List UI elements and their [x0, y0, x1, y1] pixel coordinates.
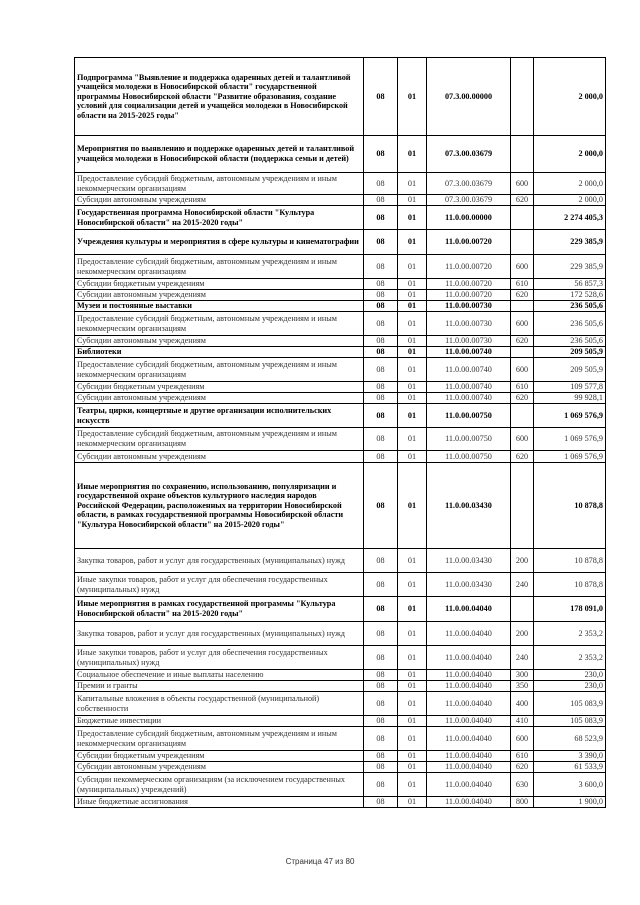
target-article-cell: 11.0.00.03430	[427, 463, 511, 549]
subsection-code-cell: 01	[398, 762, 427, 773]
section-code-cell: 08	[364, 404, 398, 428]
amount-cell: 10 878,8	[534, 549, 606, 573]
row-name-cell: Предоставление субсидий бюджетным, автономным учреждениям и иным некоммерческим организациям	[75, 428, 364, 451]
amount-cell: 1 069 576,9	[534, 428, 606, 451]
table-row	[75, 290, 606, 301]
expense-type-cell	[511, 230, 534, 255]
amount-cell: 2 000,0	[534, 136, 606, 173]
expense-type-cell: 600	[511, 173, 534, 195]
table-body	[75, 58, 606, 808]
row-name-cell: Бюджетные инвестиции	[75, 716, 364, 727]
subsection-code-cell: 01	[398, 347, 427, 358]
table-row	[75, 230, 606, 255]
expense-type-cell	[511, 463, 534, 549]
amount-cell: 230,0	[534, 670, 606, 681]
target-article-cell: 11.0.00.04040	[427, 646, 511, 670]
target-article-cell: 11.0.00.04040	[427, 692, 511, 716]
table-row	[75, 393, 606, 404]
section-code-cell: 08	[364, 597, 398, 622]
subsection-code-cell: 01	[398, 279, 427, 290]
table-row	[75, 751, 606, 762]
target-article-cell: 11.0.00.04040	[427, 797, 511, 808]
table-row	[75, 451, 606, 463]
amount-cell: 172 528,6	[534, 290, 606, 301]
target-article-cell: 11.0.00.04040	[427, 727, 511, 751]
target-article-cell: 11.0.00.00720	[427, 230, 511, 255]
row-name-cell: Библиотеки	[75, 347, 364, 358]
amount-cell: 1 069 576,9	[534, 404, 606, 428]
subsection-code-cell: 01	[398, 797, 427, 808]
section-code-cell: 08	[364, 681, 398, 692]
expense-type-cell: 610	[511, 382, 534, 393]
expense-type-cell: 620	[511, 195, 534, 206]
amount-cell: 109 577,8	[534, 382, 606, 393]
target-article-cell: 11.0.00.00750	[427, 428, 511, 451]
row-name-cell: Иные закупки товаров, работ и услуг для обеспечения государственных (муниципальных) нужд	[75, 646, 364, 670]
row-name-cell: Иные закупки товаров, работ и услуг для обеспечения государственных (муниципальных) нужд	[75, 573, 364, 597]
table-row	[75, 463, 606, 549]
row-name-cell: Предоставление субсидий бюджетным, автономным учреждениям и иным некоммерческим организациям	[75, 358, 364, 382]
subsection-code-cell: 01	[398, 382, 427, 393]
expense-type-cell: 610	[511, 279, 534, 290]
row-name-cell: Учреждения культуры и мероприятия в сфере культуры и кинематографии	[75, 230, 364, 255]
row-name-cell: Предоставление субсидий бюджетным, автономным учреждениям и иным некоммерческим организациям	[75, 173, 364, 195]
amount-cell: 105 083,9	[534, 716, 606, 727]
subsection-code-cell: 01	[398, 727, 427, 751]
subsection-code-cell: 01	[398, 255, 427, 279]
table-row	[75, 727, 606, 751]
amount-cell: 105 083,9	[534, 692, 606, 716]
expense-type-cell: 620	[511, 451, 534, 463]
subsection-code-cell: 01	[398, 136, 427, 173]
section-code-cell: 08	[364, 622, 398, 646]
target-article-cell: 11.0.00.04040	[427, 597, 511, 622]
amount-cell: 229 385,9	[534, 230, 606, 255]
table-row	[75, 797, 606, 808]
expense-type-cell	[511, 136, 534, 173]
section-code-cell: 08	[364, 312, 398, 336]
amount-cell: 2 274 405,3	[534, 206, 606, 230]
expense-type-cell: 600	[511, 428, 534, 451]
section-code-cell: 08	[364, 751, 398, 762]
budget-table	[74, 57, 606, 808]
target-article-cell: 11.0.00.04040	[427, 716, 511, 727]
subsection-code-cell: 01	[398, 230, 427, 255]
amount-cell: 209 505,9	[534, 347, 606, 358]
target-article-cell: 11.0.00.00720	[427, 290, 511, 301]
expense-type-cell: 600	[511, 358, 534, 382]
subsection-code-cell: 01	[398, 358, 427, 382]
subsection-code-cell: 01	[398, 716, 427, 727]
target-article-cell: 11.0.00.00740	[427, 347, 511, 358]
subsection-code-cell: 01	[398, 404, 427, 428]
table-row	[75, 255, 606, 279]
target-article-cell: 11.0.00.00730	[427, 312, 511, 336]
row-name-cell: Субсидии автономным учреждениям	[75, 290, 364, 301]
expense-type-cell: 800	[511, 797, 534, 808]
section-code-cell: 08	[364, 773, 398, 797]
table-row	[75, 597, 606, 622]
expense-type-cell: 630	[511, 773, 534, 797]
amount-cell: 3 600,0	[534, 773, 606, 797]
section-code-cell: 08	[364, 255, 398, 279]
table-row	[75, 358, 606, 382]
table-row	[75, 670, 606, 681]
target-article-cell: 11.0.00.00750	[427, 404, 511, 428]
section-code-cell: 08	[364, 382, 398, 393]
subsection-code-cell: 01	[398, 573, 427, 597]
section-code-cell: 08	[364, 797, 398, 808]
table-row	[75, 692, 606, 716]
amount-cell: 56 857,3	[534, 279, 606, 290]
row-name-cell: Субсидии некоммерческим организациям (за исключением государственных (муниципальных) учреждений)	[75, 773, 364, 797]
amount-cell: 236 505,6	[534, 312, 606, 336]
subsection-code-cell: 01	[398, 173, 427, 195]
subsection-code-cell: 01	[398, 312, 427, 336]
section-code-cell: 08	[364, 136, 398, 173]
row-name-cell: Субсидии автономным учреждениям	[75, 762, 364, 773]
row-name-cell: Предоставление субсидий бюджетным, автономным учреждениям и иным некоммерческим организациям	[75, 255, 364, 279]
section-code-cell: 08	[364, 58, 398, 136]
target-article-cell: 11.0.00.00740	[427, 382, 511, 393]
table-row	[75, 136, 606, 173]
row-name-cell: Иные мероприятия в рамках государственной программы "Культура Новосибирской области" на 2015-2020 годы"	[75, 597, 364, 622]
target-article-cell: 07.3.00.03679	[427, 173, 511, 195]
table-row	[75, 195, 606, 206]
section-code-cell: 08	[364, 290, 398, 301]
target-article-cell: 11.0.00.04040	[427, 773, 511, 797]
amount-cell: 2 000,0	[534, 173, 606, 195]
expense-type-cell: 620	[511, 762, 534, 773]
amount-cell: 10 878,8	[534, 573, 606, 597]
expense-type-cell	[511, 301, 534, 312]
amount-cell: 2 000,0	[534, 195, 606, 206]
table-row	[75, 206, 606, 230]
expense-type-cell: 600	[511, 312, 534, 336]
table-row	[75, 312, 606, 336]
section-code-cell: 08	[364, 347, 398, 358]
amount-cell: 229 385,9	[534, 255, 606, 279]
row-name-cell: Социальное обеспечение и иные выплаты населению	[75, 670, 364, 681]
subsection-code-cell: 01	[398, 301, 427, 312]
subsection-code-cell: 01	[398, 773, 427, 797]
expense-type-cell	[511, 206, 534, 230]
subsection-code-cell: 01	[398, 290, 427, 301]
expense-type-cell: 620	[511, 290, 534, 301]
section-code-cell: 08	[364, 428, 398, 451]
target-article-cell: 07.3.00.03679	[427, 195, 511, 206]
row-name-cell: Подпрограмма "Выявление и поддержка одаренных детей и талантливой учащейся молодежи в Новосибирской области" государственной программы Новосибирской области "Развитие образования, создание условий для социализации детей и учащейся молодежи в Новосибирской области на 2015-2025 годы"	[75, 58, 364, 136]
amount-cell: 230,0	[534, 681, 606, 692]
expense-type-cell: 240	[511, 573, 534, 597]
expense-type-cell: 620	[511, 336, 534, 347]
row-name-cell: Капитальные вложения в объекты государственной (муниципальной) собственности	[75, 692, 364, 716]
expense-type-cell: 200	[511, 622, 534, 646]
subsection-code-cell: 01	[398, 428, 427, 451]
section-code-cell: 08	[364, 195, 398, 206]
amount-cell: 99 928,1	[534, 393, 606, 404]
table-row	[75, 549, 606, 573]
expense-type-cell	[511, 404, 534, 428]
expense-type-cell	[511, 347, 534, 358]
table-row	[75, 773, 606, 797]
target-article-cell: 11.0.00.03430	[427, 549, 511, 573]
amount-cell: 2 000,0	[534, 58, 606, 136]
subsection-code-cell: 01	[398, 670, 427, 681]
section-code-cell: 08	[364, 549, 398, 573]
table-row	[75, 279, 606, 290]
section-code-cell: 08	[364, 301, 398, 312]
section-code-cell: 08	[364, 336, 398, 347]
table-row	[75, 716, 606, 727]
table-row	[75, 646, 606, 670]
target-article-cell: 11.0.00.04040	[427, 622, 511, 646]
table-row	[75, 173, 606, 195]
section-code-cell: 08	[364, 173, 398, 195]
table-row	[75, 573, 606, 597]
section-code-cell: 08	[364, 463, 398, 549]
amount-cell: 1 069 576,9	[534, 451, 606, 463]
row-name-cell: Иные мероприятия по сохранению, использованию, популяризации и государственной охране объектов культурного наследия народов Российской Федерации, расположенных на территории Новосибирской области, в рамках государственной программы Новосибирской области "Культура Новосибирской области" на 2015-2020 годы"	[75, 463, 364, 549]
row-name-cell: Субсидии бюджетным учреждениям	[75, 382, 364, 393]
subsection-code-cell: 01	[398, 463, 427, 549]
expense-type-cell: 600	[511, 255, 534, 279]
row-name-cell: Закупка товаров, работ и услуг для государственных (муниципальных) нужд	[75, 622, 364, 646]
expense-type-cell: 240	[511, 646, 534, 670]
amount-cell: 209 505,9	[534, 358, 606, 382]
row-name-cell: Музеи и постоянные выставки	[75, 301, 364, 312]
target-article-cell: 11.0.00.00740	[427, 358, 511, 382]
target-article-cell: 11.0.00.00720	[427, 255, 511, 279]
page-footer: Страница 47 из 80	[285, 857, 355, 866]
expense-type-cell: 300	[511, 670, 534, 681]
target-article-cell: 11.0.00.00730	[427, 336, 511, 347]
section-code-cell: 08	[364, 230, 398, 255]
subsection-code-cell: 01	[398, 195, 427, 206]
section-code-cell: 08	[364, 358, 398, 382]
section-code-cell: 08	[364, 451, 398, 463]
target-article-cell: 11.0.00.00740	[427, 393, 511, 404]
row-name-cell: Иные бюджетные ассигнования	[75, 797, 364, 808]
row-name-cell: Субсидии автономным учреждениям	[75, 451, 364, 463]
subsection-code-cell: 01	[398, 681, 427, 692]
expense-type-cell	[511, 58, 534, 136]
section-code-cell: 08	[364, 692, 398, 716]
row-name-cell: Субсидии бюджетным учреждениям	[75, 751, 364, 762]
expense-type-cell: 200	[511, 549, 534, 573]
amount-cell: 61 533,9	[534, 762, 606, 773]
target-article-cell: 11.0.00.00000	[427, 206, 511, 230]
row-name-cell: Премии и гранты	[75, 681, 364, 692]
table-row	[75, 762, 606, 773]
row-name-cell: Предоставление субсидий бюджетным, автономным учреждениям и иным некоммерческим организациям	[75, 312, 364, 336]
subsection-code-cell: 01	[398, 549, 427, 573]
amount-cell: 68 523,9	[534, 727, 606, 751]
section-code-cell: 08	[364, 206, 398, 230]
target-article-cell: 11.0.00.00720	[427, 279, 511, 290]
row-name-cell: Субсидии автономным учреждениям	[75, 195, 364, 206]
table-row	[75, 428, 606, 451]
section-code-cell: 08	[364, 762, 398, 773]
target-article-cell: 07.3.00.00000	[427, 58, 511, 136]
target-article-cell: 11.0.00.04040	[427, 762, 511, 773]
row-name-cell: Предоставление субсидий бюджетным, автономным учреждениям и иным некоммерческим организациям	[75, 727, 364, 751]
subsection-code-cell: 01	[398, 597, 427, 622]
amount-cell: 3 390,0	[534, 751, 606, 762]
table-row	[75, 404, 606, 428]
expense-type-cell: 400	[511, 692, 534, 716]
expense-type-cell	[511, 597, 534, 622]
amount-cell: 236 505,6	[534, 336, 606, 347]
expense-type-cell: 620	[511, 393, 534, 404]
target-article-cell: 07.3.00.03679	[427, 136, 511, 173]
row-name-cell: Театры, цирки, концертные и другие организации исполнительских искусств	[75, 404, 364, 428]
section-code-cell: 08	[364, 646, 398, 670]
amount-cell: 2 353,2	[534, 646, 606, 670]
section-code-cell: 08	[364, 573, 398, 597]
expense-type-cell: 410	[511, 716, 534, 727]
amount-cell: 236 505,6	[534, 301, 606, 312]
target-article-cell: 11.0.00.03430	[427, 573, 511, 597]
subsection-code-cell: 01	[398, 692, 427, 716]
row-name-cell: Мероприятия по выявлению и поддержке одаренных детей и талантливой учащейся молодежи в Новосибирской области (поддержка семьи и детей)	[75, 136, 364, 173]
subsection-code-cell: 01	[398, 451, 427, 463]
target-article-cell: 11.0.00.04040	[427, 751, 511, 762]
target-article-cell: 11.0.00.00750	[427, 451, 511, 463]
expense-type-cell: 600	[511, 727, 534, 751]
section-code-cell: 08	[364, 279, 398, 290]
expense-type-cell: 610	[511, 751, 534, 762]
section-code-cell: 08	[364, 393, 398, 404]
table-row	[75, 681, 606, 692]
amount-cell: 2 353,2	[534, 622, 606, 646]
amount-cell: 1 900,0	[534, 797, 606, 808]
table-row	[75, 336, 606, 347]
table-row	[75, 58, 606, 136]
section-code-cell: 08	[364, 727, 398, 751]
table-row	[75, 382, 606, 393]
target-article-cell: 11.0.00.04040	[427, 681, 511, 692]
subsection-code-cell: 01	[398, 393, 427, 404]
subsection-code-cell: 01	[398, 336, 427, 347]
section-code-cell: 08	[364, 716, 398, 727]
row-name-cell: Субсидии бюджетным учреждениям	[75, 279, 364, 290]
row-name-cell: Государственная программа Новосибирской области "Культура Новосибирской области" на 2015-2020 годы"	[75, 206, 364, 230]
row-name-cell: Субсидии автономным учреждениям	[75, 393, 364, 404]
row-name-cell: Субсидии автономным учреждениям	[75, 336, 364, 347]
table-row	[75, 622, 606, 646]
subsection-code-cell: 01	[398, 646, 427, 670]
table-row	[75, 301, 606, 312]
amount-cell: 10 878,8	[534, 463, 606, 549]
subsection-code-cell: 01	[398, 58, 427, 136]
subsection-code-cell: 01	[398, 622, 427, 646]
section-code-cell: 08	[364, 670, 398, 681]
target-article-cell: 11.0.00.04040	[427, 670, 511, 681]
table-row	[75, 347, 606, 358]
subsection-code-cell: 01	[398, 206, 427, 230]
expense-type-cell: 350	[511, 681, 534, 692]
row-name-cell: Закупка товаров, работ и услуг для государственных (муниципальных) нужд	[75, 549, 364, 573]
target-article-cell: 11.0.00.00730	[427, 301, 511, 312]
subsection-code-cell: 01	[398, 751, 427, 762]
amount-cell: 178 091,0	[534, 597, 606, 622]
